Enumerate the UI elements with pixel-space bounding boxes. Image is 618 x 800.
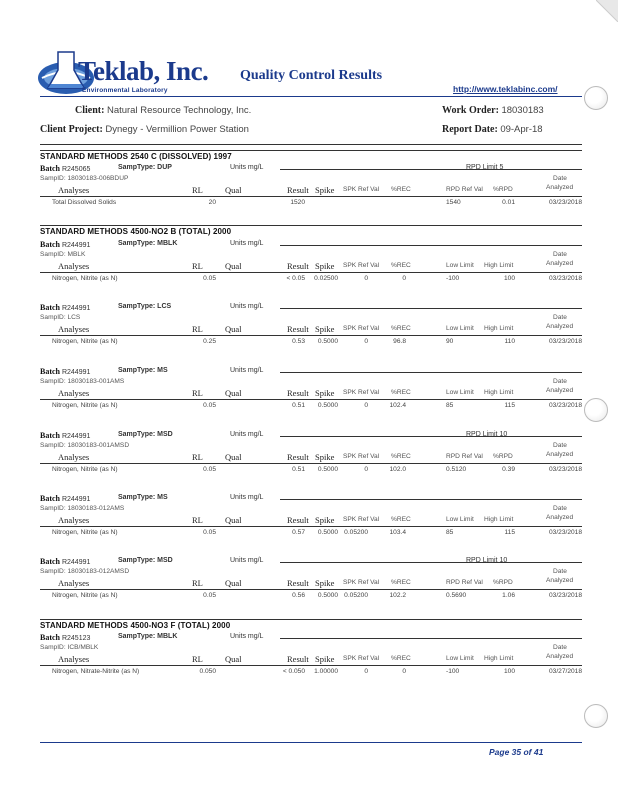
page-curl-icon [596,0,618,22]
header-divider [40,96,582,97]
low-limit-header: Low Limit [446,262,474,269]
section-top-rule [40,150,582,151]
samptype-label: SampType: [118,164,156,171]
spk-ref-header: SPK Ref Val [343,325,380,332]
analyses-header: Analyses [58,261,90,271]
batch-label: Batch [40,367,60,376]
rl-header: RL [192,261,203,271]
row-rule [40,196,582,197]
spike-header: Spike [315,388,335,398]
sampid-line [40,175,128,182]
batch-id: R244991 [61,559,91,566]
samptype-line [118,494,168,501]
samptype-label: SampType: [118,633,156,640]
samptype-line [118,303,171,310]
sampid-line [40,568,129,575]
rec-header: %REC [391,516,411,523]
result-header: Result [287,654,309,664]
spk-ref-header: SPK Ref Val [343,453,380,460]
analyte-cell: Nitrogen, Nitrite (as N) [52,466,118,473]
units-label: Units mg/L [230,303,264,310]
page-number: Page 35 of 41 [489,747,544,757]
batch-label: Batch [40,431,60,440]
batch-id: R244991 [61,433,91,440]
high-limit-header: High Limit [484,655,514,662]
rec-header: %REC [391,186,411,193]
rec-cell: 102.2 [389,592,406,599]
spk-ref-cell: 0.05200 [344,592,368,599]
qual-header: Qual [225,324,242,334]
rec-header: %REC [391,325,411,332]
high-limit-header: High Limit [484,516,514,523]
date-cell: 03/23/2018 [548,199,582,206]
qual-header: Qual [225,388,242,398]
sampid-value: LCS [67,314,81,321]
batch-id: R245065 [61,166,91,173]
spike-header: Spike [315,324,335,334]
date-header: Date [553,175,567,182]
spk-ref-header: SPK Ref Val [343,262,380,269]
rl-cell: 0.05 [203,592,216,599]
high-limit-header: High Limit [484,262,514,269]
rec-cell: 102.4 [389,402,406,409]
spk-ref-header: SPK Ref Val [343,579,380,586]
report-date-value: 09-Apr-18 [500,124,543,135]
result-header: Result [287,578,309,588]
limit-cell-1: 90 [446,338,454,345]
batch-line [40,633,90,642]
result-cell: 0.57 [292,529,305,536]
sampid-value: 18030183-001AMSD [67,442,130,449]
batch-rule [280,372,582,373]
batch-rule [280,169,582,170]
samptype-value: MSD [157,557,173,564]
meta-divider [40,144,582,145]
rec-header: %REC [391,655,411,662]
sampid-label: SampID: [40,251,66,258]
rpd-ref-header: RPD Ref Val [446,579,483,586]
sampid-label: SampID: [40,644,66,651]
limit-cell-1: -100 [446,668,460,675]
sampid-line [40,505,124,512]
qual-header: Qual [225,452,242,462]
spk-ref-cell: 0 [364,338,368,345]
client-line [75,105,251,116]
low-limit-header: Low Limit [446,325,474,332]
samptype-line [118,367,168,374]
units-label: Units mg/L [230,494,264,501]
result-cell: 0.51 [292,402,305,409]
section-top-rule [40,619,582,620]
spike-cell: 0.5000 [317,402,338,409]
report-title: Quality Control Results [240,68,383,83]
batch-id: R244991 [61,305,91,312]
sampid-value: 18030183-012AMS [67,505,125,512]
row-rule [40,272,582,273]
batch-rule [280,562,582,563]
spk-ref-cell: 0 [364,402,368,409]
qual-header: Qual [225,185,242,195]
rec-header: %REC [391,453,411,460]
batch-line [40,557,90,566]
logo-name: Teklab, Inc. [78,56,209,86]
batch-label: Batch [40,303,60,312]
rpd-header: %RPD [493,579,513,586]
batch-label: Batch [40,557,60,566]
limit-cell-2: 110 [504,338,515,345]
spike-header: Spike [315,185,335,195]
units-label: Units mg/L [230,164,264,171]
client-value: Natural Resource Technology, Inc. [106,105,252,116]
binder-hole-bottom [584,704,608,728]
batch-label: Batch [40,164,60,173]
rl-header: RL [192,324,203,334]
section-top-rule [40,225,582,226]
spike-cell: 0.5000 [317,529,338,536]
website-link[interactable]: http://www.teklabinc.com/ [453,84,558,94]
work-order-line [442,105,544,116]
high-limit-header: High Limit [484,325,514,332]
analyzed-header: Analyzed [546,387,574,394]
row-rule [40,463,582,464]
batch-rule [280,638,582,639]
result-header: Result [287,388,309,398]
date-header: Date [553,505,567,512]
result-cell: < 0.05 [286,275,305,282]
batch-label: Batch [40,240,60,249]
samptype-value: MBLK [157,240,178,247]
limit-cell-1: 85 [446,402,454,409]
date-header: Date [553,378,567,385]
units-label: Units mg/L [230,633,264,640]
report-date-line [442,124,543,135]
qual-header: Qual [225,261,242,271]
rl-header: RL [192,515,203,525]
analyte-cell: Nitrogen, Nitrite (as N) [52,275,118,282]
rl-cell: 0.05 [203,275,216,282]
rl-header: RL [192,654,203,664]
sampid-label: SampID: [40,314,66,321]
analyte-cell: Nitrogen, Nitrite (as N) [52,529,118,536]
date-cell: 03/27/2018 [548,668,582,675]
limit-cell-1: 0.5120 [446,466,467,473]
analyzed-header: Analyzed [546,514,574,521]
rpd-limit: RPD Limit 10 [466,431,508,438]
project-label: Client Project: [40,124,103,135]
limit-cell-2: 1.06 [502,592,515,599]
rec-cell: 0 [402,275,406,282]
spk-ref-header: SPK Ref Val [343,186,380,193]
result-cell: 0.51 [292,466,305,473]
rl-cell: 0.050 [199,668,216,675]
date-header: Date [553,568,567,575]
spk-ref-cell: 0 [364,668,368,675]
spike-cell: 1.00000 [314,668,338,675]
sampid-label: SampID: [40,568,66,575]
result-header: Result [287,185,309,195]
result-header: Result [287,515,309,525]
analyzed-header: Analyzed [546,451,574,458]
rec-cell: 96.8 [393,338,406,345]
low-limit-header: Low Limit [446,655,474,662]
result-header: Result [287,324,309,334]
spike-header: Spike [315,452,335,462]
samptype-label: SampType: [118,557,156,564]
samptype-value: MBLK [157,633,178,640]
date-header: Date [553,314,567,321]
samptype-line [118,240,177,247]
sampid-line [40,442,129,449]
qual-header: Qual [225,654,242,664]
section-heading: STANDARD METHODS 2540 C (DISSOLVED) 1997 [40,152,232,161]
sampid-label: SampID: [40,175,66,182]
project-value: Dynegy - Vermillion Power Station [105,124,249,135]
limit-cell-2: 115 [504,529,515,536]
report-date-label: Report Date: [442,124,498,135]
rl-header: RL [192,388,203,398]
samptype-value: MSD [157,431,173,438]
date-cell: 03/23/2018 [548,592,582,599]
result-cell: 0.56 [292,592,305,599]
client-label: Client: [75,105,105,116]
date-cell: 03/23/2018 [548,402,582,409]
samptype-value: DUP [157,164,172,171]
rpd-ref-header: RPD Ref Val [446,453,483,460]
date-cell: 03/23/2018 [548,275,582,282]
analyzed-header: Analyzed [546,577,574,584]
sampid-value: 18030183-001AMS [67,378,125,385]
limit-cell-2: 100 [503,668,515,675]
rl-header: RL [192,578,203,588]
analyses-header: Analyses [58,388,90,398]
sampid-line [40,378,124,385]
samptype-line [118,431,173,438]
analyte-cell: Nitrogen, Nitrite (as N) [52,402,118,409]
analyzed-header: Analyzed [546,260,574,267]
batch-rule [280,499,582,500]
batch-line [40,240,90,249]
batch-line [40,303,90,312]
section-heading: STANDARD METHODS 4500-NO3 F (TOTAL) 2000 [40,621,231,630]
spike-header: Spike [315,578,335,588]
rec-header: %REC [391,262,411,269]
limit-cell-2: 0.39 [502,466,515,473]
result-header: Result [287,261,309,271]
row-rule [40,665,582,666]
analyses-header: Analyses [58,578,90,588]
samptype-label: SampType: [118,367,156,374]
rl-header: RL [192,185,203,195]
limit-cell-2: 115 [504,402,515,409]
rl-cell: 20 [208,199,216,206]
samptype-line [118,633,177,640]
samptype-value: MS [157,494,168,501]
rec-header: %REC [391,389,411,396]
row-rule [40,399,582,400]
rl-header: RL [192,452,203,462]
rl-cell: 0.05 [203,529,216,536]
sampid-value: 18030183-006BDUP [67,175,129,182]
analyses-header: Analyses [58,452,90,462]
rl-cell: 0.25 [203,338,216,345]
units-label: Units mg/L [230,240,264,247]
batch-id: R244991 [61,242,91,249]
sampid-line [40,644,98,651]
samptype-label: SampType: [118,240,156,247]
row-rule [40,526,582,527]
analyte-cell: Nitrogen, Nitrate-Nitrite (as N) [52,668,140,675]
analyses-header: Analyses [58,654,90,664]
work-order-label: Work Order: [442,105,499,116]
spike-cell: 0.5000 [317,592,338,599]
spike-header: Spike [315,261,335,271]
work-order-value: 18030183 [501,105,544,116]
logo-subtitle: Environmental Laboratory [82,87,168,94]
samptype-label: SampType: [118,303,156,310]
sampid-label: SampID: [40,505,66,512]
rec-cell: 0 [402,668,406,675]
analyses-header: Analyses [58,324,90,334]
analyzed-header: Analyzed [546,653,574,660]
batch-id: R244991 [61,496,91,503]
batch-rule [280,308,582,309]
samptype-label: SampType: [118,494,156,501]
sampid-value: 18030183-012AMSD [67,568,130,575]
rl-cell: 0.05 [203,466,216,473]
samptype-value: MS [157,367,168,374]
batch-rule [280,436,582,437]
rpd-header: %RPD [493,453,513,460]
date-cell: 03/23/2018 [548,466,582,473]
batch-id: R245123 [61,635,91,642]
rec-header: %REC [391,579,411,586]
batch-label: Batch [40,494,60,503]
footer-divider [40,742,582,743]
analyte-cell: Nitrogen, Nitrite (as N) [52,592,118,599]
binder-hole-middle [584,398,608,422]
date-header: Date [553,644,567,651]
spike-cell: 0.5000 [317,338,338,345]
date-cell: 03/23/2018 [548,529,582,536]
project-line [40,124,249,135]
samptype-line [118,557,173,564]
spike-header: Spike [315,654,335,664]
analyte-cell: Nitrogen, Nitrite (as N) [52,338,118,345]
low-limit-header: Low Limit [446,389,474,396]
sampid-value: MBLK [67,251,86,258]
sampid-line [40,251,85,258]
rec-cell: 102.0 [389,466,406,473]
sampid-label: SampID: [40,378,66,385]
batch-id: R244991 [61,369,91,376]
limit-cell-1: -100 [446,275,460,282]
limit-cell-1: 0.5690 [446,592,467,599]
result-cell: 0.53 [292,338,305,345]
row-rule [40,335,582,336]
date-header: Date [553,251,567,258]
qual-header: Qual [225,515,242,525]
limit-cell-1: 1540 [446,199,461,206]
rpd-header: %RPD [493,186,513,193]
qual-header: Qual [225,578,242,588]
result-cell: < 0.050 [282,668,305,675]
analyte-cell: Total Dissolved Solids [52,199,117,206]
spk-ref-cell: 0 [364,275,368,282]
rpd-limit: RPD Limit 10 [466,557,508,564]
spike-cell: 0.5000 [317,466,338,473]
result-cell: 1520 [290,199,305,206]
date-cell: 03/23/2018 [548,338,582,345]
samptype-line [118,164,172,171]
rec-cell: 103.4 [389,529,406,536]
low-limit-header: Low Limit [446,516,474,523]
high-limit-header: High Limit [484,389,514,396]
rpd-limit: RPD Limit 5 [466,164,504,171]
analyzed-header: Analyzed [546,184,574,191]
spk-ref-header: SPK Ref Val [343,516,380,523]
units-label: Units mg/L [230,431,264,438]
samptype-value: LCS [157,303,172,310]
spk-ref-header: SPK Ref Val [343,655,380,662]
date-header: Date [553,442,567,449]
batch-rule [280,245,582,246]
analyses-header: Analyses [58,515,90,525]
binder-hole-top [584,86,608,110]
spike-header: Spike [315,515,335,525]
spike-cell: 0.02500 [314,275,338,282]
limit-cell-2: 0.01 [502,199,515,206]
analyses-header: Analyses [58,185,90,195]
samptype-label: SampType: [118,431,156,438]
batch-line [40,431,90,440]
spk-ref-header: SPK Ref Val [343,389,380,396]
units-label: Units mg/L [230,367,264,374]
spk-ref-cell: 0 [364,466,368,473]
batch-line [40,494,90,503]
spk-ref-cell: 0.05200 [344,529,368,536]
batch-line [40,367,90,376]
rpd-ref-header: RPD Ref Val [446,186,483,193]
batch-label: Batch [40,633,60,642]
limit-cell-2: 100 [503,275,515,282]
rl-cell: 0.05 [203,402,216,409]
sampid-label: SampID: [40,442,66,449]
row-rule [40,589,582,590]
section-heading: STANDARD METHODS 4500-NO2 B (TOTAL) 2000 [40,227,232,236]
units-label: Units mg/L [230,557,264,564]
limit-cell-1: 85 [446,529,454,536]
sampid-value: ICB/MBLK [67,644,99,651]
sampid-line [40,314,80,321]
analyzed-header: Analyzed [546,323,574,330]
result-header: Result [287,452,309,462]
batch-line [40,164,90,173]
